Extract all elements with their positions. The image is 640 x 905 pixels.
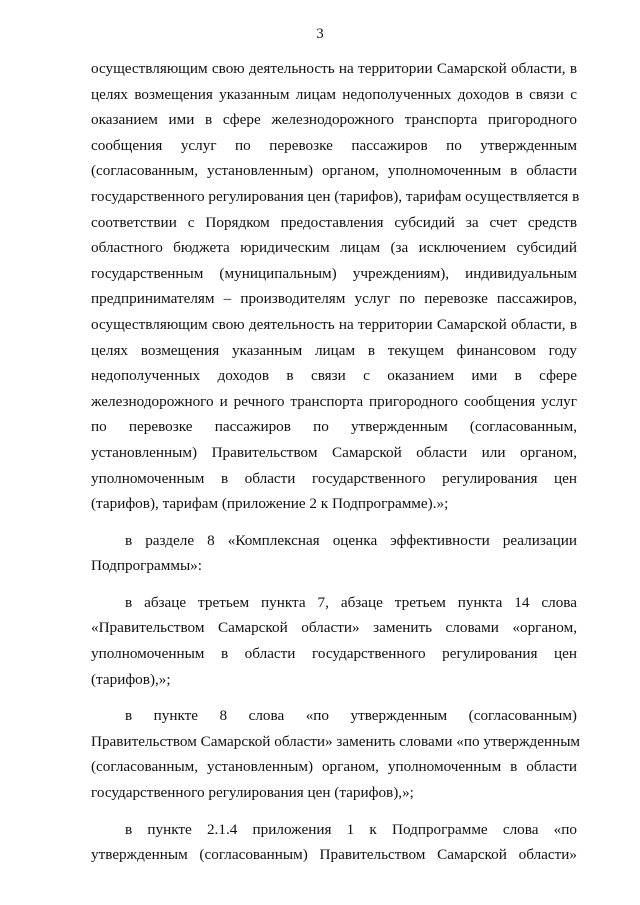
paragraph-gap [91,517,577,528]
text-line: соответствии с Порядком предоставления субсидий за счет средств [91,213,577,231]
text-line: предпринимателям – производителям услуг по перевозке пассажиров, [91,290,577,308]
text-line: сообщения услуг по перевозке пассажиров по утвержденным [91,136,577,154]
text-line: железнодорожного и речного транспорта пригородного сообщения услуг [91,392,577,410]
text-line: «Правительством Самарской области» заменить словами «органом, [91,619,577,637]
text-line: целях возмещения указанным лицам недополученных доходов в связи с [91,85,577,103]
text-line: недополученных доходов в связи с оказанием ими в сфере [91,367,577,385]
text-line: в разделе 8 «Комплексная оценка эффективности реализации [125,531,577,549]
paragraph-gap [91,579,577,590]
text-line: областного бюджета юридическим лицам (за исключением субсидий [91,239,577,257]
text-line: (тарифов), тарифам (приложение 2 к Подпрограмме).»; [91,495,449,513]
paragraph [91,703,581,805]
paragraph [91,56,580,517]
text-line: уполномоченным в области государственного регулирования цен [91,645,577,663]
text-line: по перевозке пассажиров по утвержденным (согласованным, [91,418,577,436]
page-number: 3 [316,26,324,42]
paragraph [91,817,577,868]
text-line: (согласованным, установленным) органом, уполномоченным в области [91,162,577,180]
text-line: осуществляющим свою деятельность на территории Самарской области, в [91,60,577,77]
paragraph-gap [91,692,577,703]
text-line: государственного регулирования цен (тарифов),»; [91,784,414,802]
text-line: утвержденным (согласованным) Правительством Самарской области» [91,846,577,864]
paragraph-gap [91,806,577,817]
document-body [91,56,581,868]
text-line: Подпрограммы»: [91,557,202,575]
text-line: в пункте 8 слова «по утвержденным (согласованным) [125,707,577,725]
text-line: оказанием ими в сфере железнодорожного транспорта пригородного [91,111,577,129]
text-line: (согласованным, установленным) органом, уполномоченным в области [91,758,577,776]
text-line: государственного регулирования цен (тарифов), тарифам осуществляется в [91,187,580,205]
text-line: в пункте 2.1.4 приложения 1 к Подпрограмме слова «по [125,820,577,838]
text-line: в абзаце третьем пункта 7, абзаце третьем пункта 14 слова [125,593,577,611]
text-line: Правительством Самарской области» заменить словами «по утвержденным [91,732,581,750]
paragraph [91,528,577,579]
text-line: целях возмещения указанным лицам в текущем финансовом году [91,341,577,359]
text-line: осуществляющим свою деятельность на территории Самарской области, в [91,315,577,333]
text-line: (тарифов),»; [91,670,171,688]
text-line: установленным) Правительством Самарской области или органом, [91,443,577,461]
paragraph [91,590,577,692]
text-line: государственным (муниципальным) учреждениям), индивидуальным [91,264,577,282]
text-line: уполномоченным в области государственного регулирования цен [91,469,577,487]
